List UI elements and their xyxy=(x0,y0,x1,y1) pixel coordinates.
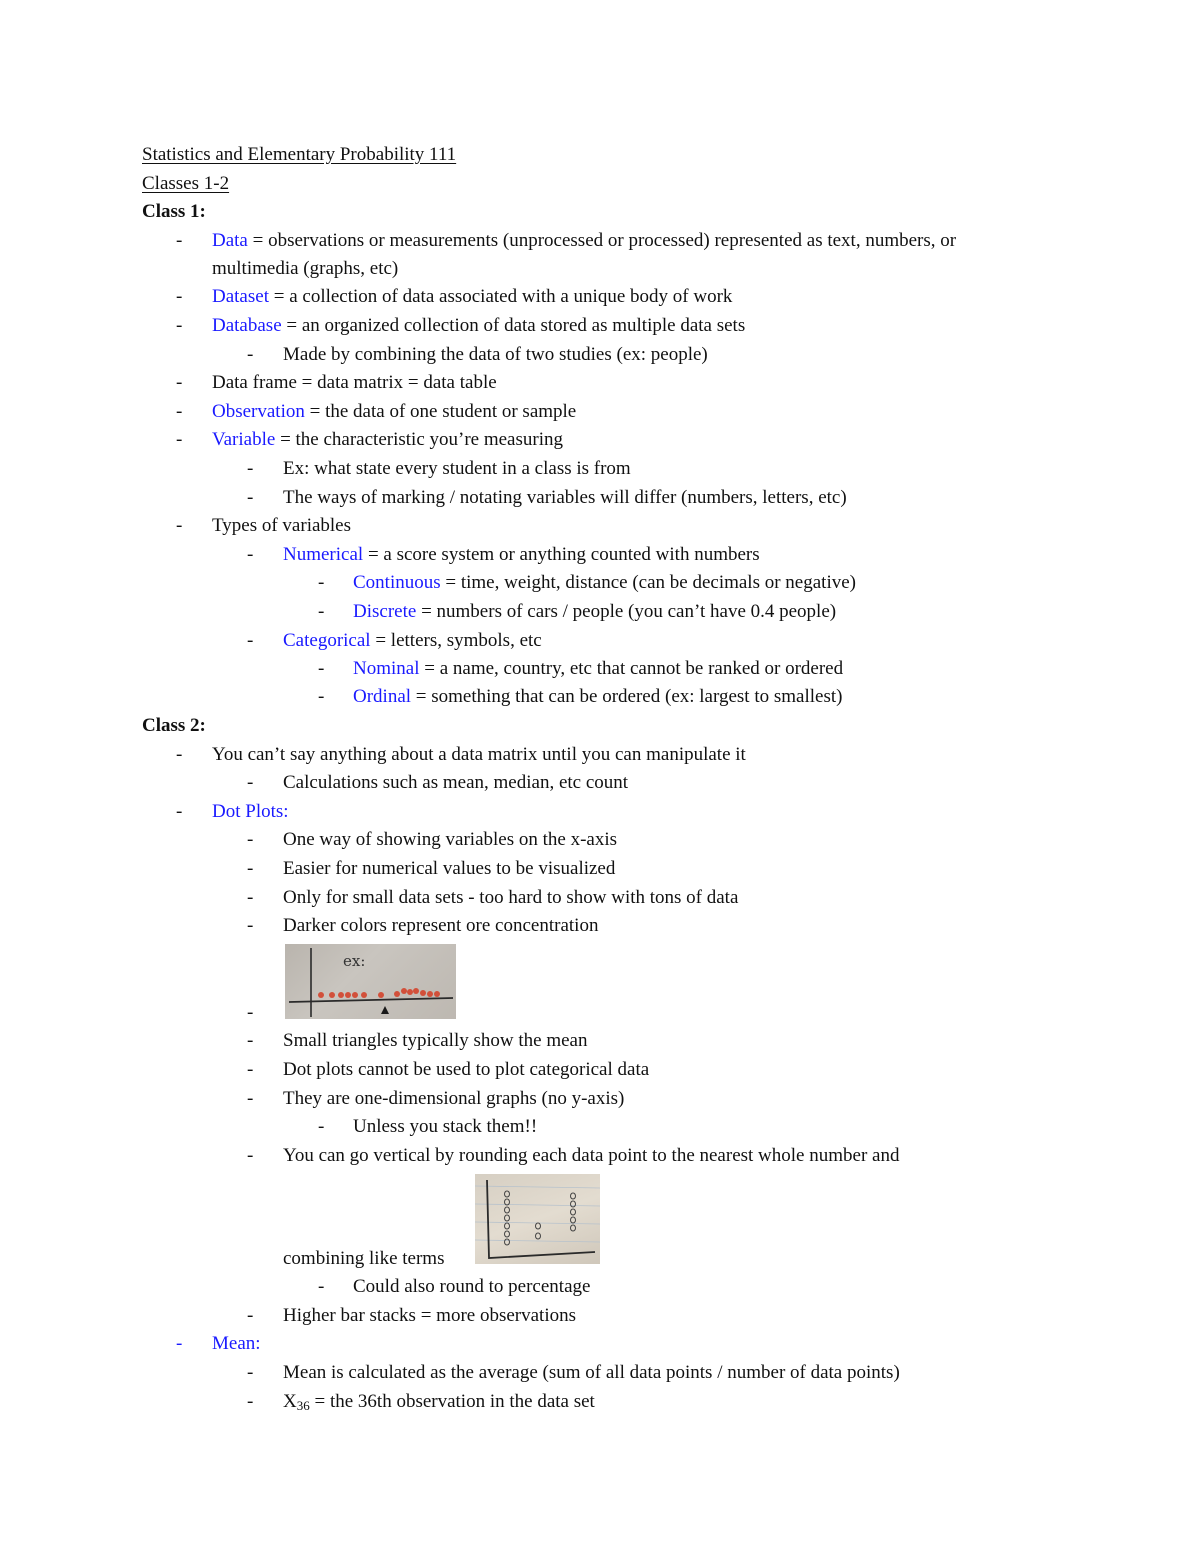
subscript: 36 xyxy=(296,1398,310,1413)
term-categorical: Categorical xyxy=(283,630,371,651)
definition: = observations or measurements (unprocessed or processed) represented as text, numbers, or xyxy=(247,230,957,251)
class1-heading: Class 1: xyxy=(142,201,206,222)
bullet: - xyxy=(318,1276,325,1297)
term-discrete: Discrete xyxy=(353,601,417,622)
list-item-continuation: multimedia (graphs, etc) xyxy=(212,258,399,279)
term-dot-plots: Dot Plots: xyxy=(212,801,289,822)
item-text: Calculations such as mean, median, etc count xyxy=(283,772,629,793)
item-text: Types of variables xyxy=(212,515,352,536)
bullet: - xyxy=(176,401,183,422)
item-text: They are one-dimensional graphs (no y-axis) xyxy=(283,1088,625,1109)
item-text: Could also round to percentage xyxy=(353,1276,591,1297)
bullet: - xyxy=(176,515,183,536)
term-variable: Variable xyxy=(212,429,276,450)
definition: = a collection of data associated with a unique body of work xyxy=(268,286,733,307)
definition: = a score system or anything counted with numbers xyxy=(363,544,760,565)
term-database: Database xyxy=(212,315,282,336)
bullet: - xyxy=(176,429,183,450)
item-text: Unless you stack them!! xyxy=(353,1116,538,1137)
item-text: The ways of marking / notating variables will differ (numbers, letters, etc) xyxy=(283,487,847,508)
term-dataset: Dataset xyxy=(212,286,269,307)
item-text: Darker colors represent ore concentration xyxy=(283,915,599,936)
list-item-continuation: combining like terms xyxy=(283,1248,445,1269)
bullet: - xyxy=(247,915,254,936)
definition: = numbers of cars / people (you can’t have 0.4 people) xyxy=(416,601,837,622)
bullet: - xyxy=(176,315,183,336)
item-text: Dot plots cannot be used to plot categorical data xyxy=(283,1059,650,1080)
item-text: Small triangles typically show the mean xyxy=(283,1030,588,1051)
bullet: - xyxy=(247,544,254,565)
definition: = a name, country, etc that cannot be ranked or ordered xyxy=(419,658,844,679)
bullet: - xyxy=(247,772,254,793)
classes-range: Classes 1-2 xyxy=(142,173,230,194)
bullet: - xyxy=(247,1059,254,1080)
bullet: - xyxy=(247,458,254,479)
photo-annotation: ex: xyxy=(343,952,366,970)
bullet: - xyxy=(247,1002,254,1023)
item-text: Ex: what state every student in a class is from xyxy=(283,458,631,479)
bullet: - xyxy=(176,801,183,822)
definition: = something that can be ordered (ex: largest to smallest) xyxy=(411,686,843,707)
definition: = the 36th observation in the data set xyxy=(309,1391,595,1412)
bullet: - xyxy=(247,487,254,508)
definition: = the data of one student or sample xyxy=(304,401,577,422)
definition: = letters, symbols, etc xyxy=(370,630,542,651)
bullet: - xyxy=(176,230,183,251)
item-text xyxy=(283,1390,595,1414)
term-nominal: Nominal xyxy=(353,658,420,679)
bullet: - xyxy=(247,1145,254,1166)
term-ordinal: Ordinal xyxy=(353,686,412,707)
bullet: - xyxy=(318,686,325,707)
bullet: - xyxy=(247,858,254,879)
bullet: - xyxy=(247,1305,254,1326)
bullet: - xyxy=(176,286,183,307)
bullet: - xyxy=(247,344,254,365)
definition: = the characteristic you’re measuring xyxy=(275,429,563,450)
bullet: - xyxy=(247,630,254,651)
item-text: Mean is calculated as the average (sum of all data points / number of data points) xyxy=(283,1362,900,1383)
bullet: - xyxy=(247,1391,254,1412)
bullet: - xyxy=(176,372,183,393)
term-observation: Observation xyxy=(212,401,305,422)
stacked-dot-plot-sketch xyxy=(475,1174,600,1264)
class2-heading: Class 2: xyxy=(142,715,206,736)
item-text: You can go vertical by rounding each data point to the nearest whole number and xyxy=(283,1145,900,1166)
item-text: Easier for numerical values to be visualized xyxy=(283,858,616,879)
course-title: Statistics and Elementary Probability 111 xyxy=(142,144,457,165)
bullet: - xyxy=(318,1116,325,1137)
variable-x: X xyxy=(283,1391,297,1412)
bullet: - xyxy=(176,744,183,765)
item-text: Only for small data sets - too hard to show with tons of data xyxy=(283,887,739,908)
bullet: - xyxy=(247,1030,254,1051)
stacked-dot-plot-photo xyxy=(475,1174,600,1264)
item-text: Data frame = data matrix = data table xyxy=(212,372,497,393)
term-mean: Mean: xyxy=(212,1333,261,1354)
bullet: - xyxy=(247,1088,254,1109)
bullet: - xyxy=(318,658,325,679)
item-text: You can’t say anything about a data matrix until you can manipulate it xyxy=(212,744,746,765)
definition: = time, weight, distance (can be decimals or negative) xyxy=(440,572,856,593)
dot-plot-photo xyxy=(285,944,456,1019)
term-continuous: Continuous xyxy=(353,572,441,593)
mean-triangle-icon xyxy=(381,1006,389,1014)
bullet: - xyxy=(318,601,325,622)
bullet: - xyxy=(176,1333,183,1354)
bullet: - xyxy=(247,887,254,908)
item-text: Higher bar stacks = more observations xyxy=(283,1305,576,1326)
item-text: Made by combining the data of two studies (ex: people) xyxy=(283,344,708,365)
definition: = an organized collection of data stored as multiple data sets xyxy=(281,315,746,336)
term-data: Data xyxy=(212,230,248,251)
bullet: - xyxy=(247,829,254,850)
bullet: - xyxy=(247,1362,254,1383)
item-text: One way of showing variables on the x-axis xyxy=(283,829,618,850)
bullet: - xyxy=(318,572,325,593)
dot-plot-sketch xyxy=(285,944,456,1019)
term-numerical: Numerical xyxy=(283,544,364,565)
